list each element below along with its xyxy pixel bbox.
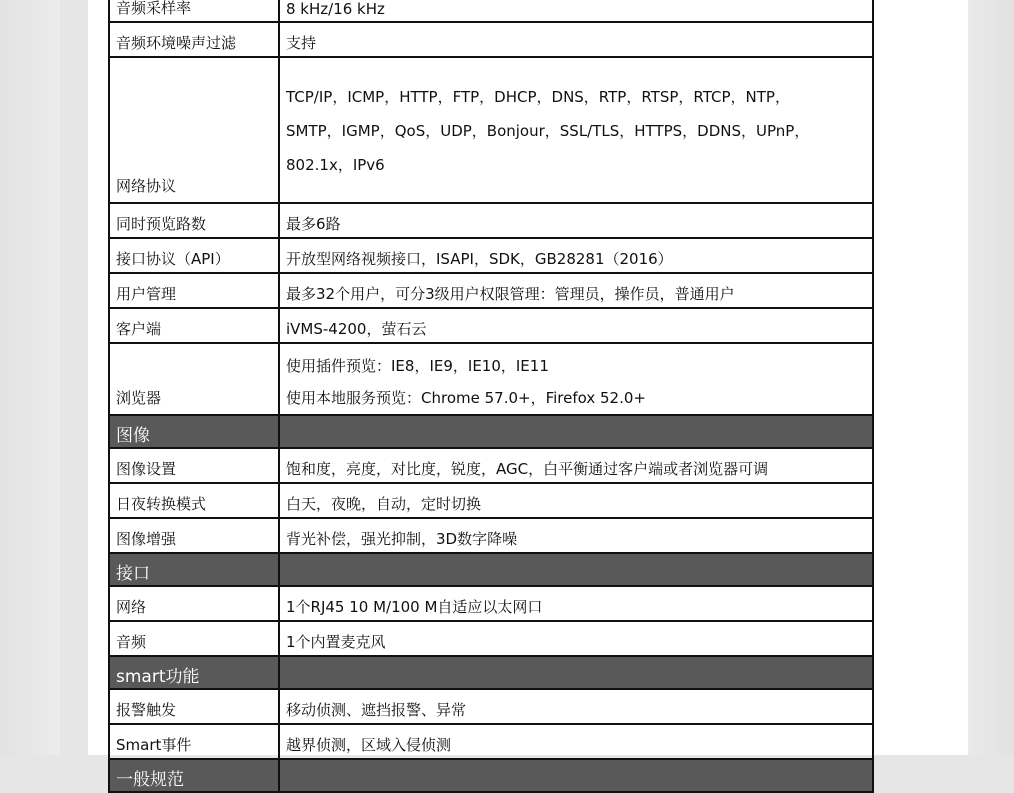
section-header-row (109, 656, 873, 689)
spec-row (109, 22, 873, 57)
spec-value (279, 22, 873, 57)
section-filler (279, 415, 873, 448)
spec-value-line: 开放型网络视频接口，ISAPI，SDK，GB28281（2016） (286, 250, 673, 268)
spec-row (109, 586, 873, 621)
spec-value-line: 饱和度，亮度，对比度，锐度，AGC，白平衡通过客户端或者浏览器可调 (286, 460, 769, 478)
spec-label: 接口协议（API） (109, 238, 279, 273)
spec-row (109, 203, 873, 238)
spec-row (109, 0, 873, 22)
spec-table (108, 0, 874, 793)
spec-value (279, 273, 873, 308)
section-header-row (109, 759, 873, 792)
section-title: 接口 (109, 553, 279, 586)
spec-value (279, 518, 873, 553)
spec-value-line: 最多32个用户，可分3级用户权限管理：管理员，操作员，普通用户 (286, 285, 735, 303)
spec-value (279, 343, 873, 415)
section-filler (279, 759, 873, 792)
spec-value (279, 621, 873, 656)
spec-value-line: TCP/IP，ICMP，HTTP，FTP，DHCP，DNS，RTP，RTSP，RTCP，NTP， (286, 88, 790, 106)
section-filler (279, 553, 873, 586)
spec-value (279, 724, 873, 759)
spec-value-line: 1个内置麦克风 (286, 633, 386, 651)
spec-label: 音频环境噪声过滤 (109, 22, 279, 57)
spec-value-line: iVMS-4200，萤石云 (286, 320, 427, 338)
spec-label: 网络 (109, 586, 279, 621)
spec-table-body (109, 0, 873, 792)
spec-row (109, 518, 873, 553)
spec-label: Smart事件 (109, 724, 279, 759)
spec-value-line: 移动侦测、遮挡报警、异常 (286, 701, 467, 719)
spec-row (109, 448, 873, 483)
spec-value-line: 802.1x，IPv6 (286, 156, 385, 174)
spec-value (279, 0, 873, 22)
spec-row (109, 621, 873, 656)
spec-value-line: 使用插件预览：IE8，IE9，IE10，IE11 (286, 357, 549, 375)
spec-row (109, 273, 873, 308)
spec-label: 客户端 (109, 308, 279, 343)
spec-value-line: 白天，夜晚，自动，定时切换 (286, 495, 482, 513)
spec-value-line: 1个RJ45 10 M/100 M自适应以太网口 (286, 598, 543, 616)
spec-row (109, 238, 873, 273)
spec-value-line: SMTP，IGMP，QoS，UDP，Bonjour，SSL/TLS，HTTPS，DDNS，UPnP， (286, 122, 810, 140)
section-header-row (109, 415, 873, 448)
spec-label: 浏览器 (109, 343, 279, 415)
spec-label: 报警触发 (109, 689, 279, 724)
spec-value-line: 支持 (286, 34, 317, 52)
spec-value (279, 689, 873, 724)
spec-label: 同时预览路数 (109, 203, 279, 238)
spec-row (109, 57, 873, 203)
spec-label: 音频 (109, 621, 279, 656)
spec-value (279, 57, 873, 203)
spec-row (109, 308, 873, 343)
spec-value-line: 使用本地服务预览：Chrome 57.0+，Firefox 52.0+ (286, 389, 646, 407)
spec-value (279, 448, 873, 483)
page-side-band-left (0, 0, 60, 755)
section-title: 一般规范 (109, 759, 279, 792)
section-title: 图像 (109, 415, 279, 448)
spec-value (279, 238, 873, 273)
section-header-row (109, 553, 873, 586)
spec-row (109, 689, 873, 724)
spec-row (109, 483, 873, 518)
spec-label: 图像增强 (109, 518, 279, 553)
section-title: smart功能 (109, 656, 279, 689)
spec-value (279, 586, 873, 621)
spec-label: 网络协议 (109, 57, 279, 203)
spec-value-line: 最多6路 (286, 215, 341, 233)
spec-value (279, 483, 873, 518)
section-filler (279, 656, 873, 689)
spec-label: 用户管理 (109, 273, 279, 308)
spec-label: 音频采样率 (109, 0, 279, 22)
spec-row (109, 724, 873, 759)
spec-label: 日夜转换模式 (109, 483, 279, 518)
spec-value-line: 8 kHz/16 kHz (286, 0, 385, 18)
spec-value-line: 背光补偿，强光抑制，3D数字降噪 (286, 530, 518, 548)
spec-value (279, 308, 873, 343)
spec-row (109, 343, 873, 415)
spec-label: 图像设置 (109, 448, 279, 483)
spec-value (279, 203, 873, 238)
spec-value-line: 越界侦测，区域入侵侦测 (286, 736, 452, 754)
